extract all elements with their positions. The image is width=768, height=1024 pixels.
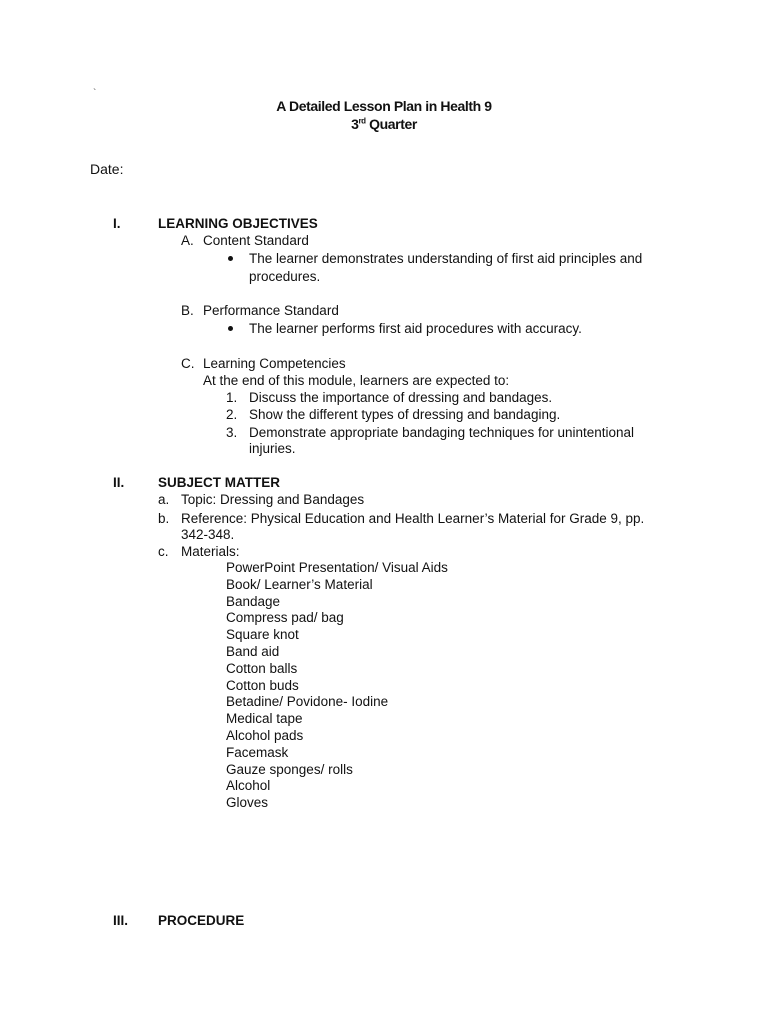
objective-b-label: B. (181, 303, 194, 318)
section-3-numeral: III. (113, 913, 129, 928)
list-item: Band aid (226, 643, 280, 659)
section-3-heading: PROCEDURE (158, 913, 245, 928)
learning-competencies-label: Learning Competencies (203, 356, 346, 371)
list-item: Compress pad/ bag (226, 610, 344, 626)
list-item: Alcohol pads (226, 727, 304, 743)
document-title: A Detailed Lesson Plan in Health 9 (276, 98, 492, 114)
list-item: PowerPoint Presentation/ Visual Aids (226, 560, 448, 575)
quarter-number: 3 (351, 116, 359, 132)
list-item: Medical tape (226, 711, 303, 727)
competency-1-number: 1. (226, 390, 238, 405)
content-standard-bullet: The learner demonstrates understanding of first aid principles and (249, 251, 643, 266)
content-standard-label: Content Standard (203, 233, 309, 248)
list-item: Book/ Learner’s Material (226, 576, 373, 592)
performance-standard-label: Performance Standard (203, 303, 339, 318)
competency-3: Demonstrate appropriate bandaging techniques for unintentional (249, 425, 635, 440)
performance-standard-bullet: The learner performs first aid procedures with accuracy. (249, 321, 582, 336)
list-item: Facemask (226, 744, 289, 760)
competency-1: Discuss the importance of dressing and bandages. (249, 390, 553, 405)
list-item: Bandage (226, 593, 281, 609)
subject-c-label: c. (158, 544, 169, 559)
objective-a-label: A. (181, 233, 194, 248)
competency-2: Show the different types of dressing and bandaging. (249, 407, 561, 422)
list-item: Alcohol (226, 778, 271, 794)
section-1-heading: LEARNING OBJECTIVES (158, 216, 318, 231)
list-item: Gloves (226, 795, 269, 811)
competency-2-number: 2. (226, 407, 238, 422)
competencies-intro: At the end of this module, learners are expected to: (203, 373, 510, 388)
reference-cont: 342-348. (181, 527, 235, 542)
list-item: Cotton balls (226, 660, 298, 676)
content-standard-bullet-cont: procedures. (249, 269, 321, 284)
quarter-suffix: rd (358, 116, 366, 126)
list-item: Gauze sponges/ rolls (226, 761, 353, 777)
materials-label: Materials: (181, 544, 240, 559)
list-item: Betadine/ Povidone- Iodine (226, 694, 389, 710)
topic: Topic: Dressing and Bandages (181, 492, 365, 507)
subject-b-label: b. (158, 511, 170, 526)
materials-list (226, 560, 448, 812)
list-item: Square knot (226, 627, 299, 643)
quarter-word: Quarter (365, 116, 417, 132)
competency-3-number: 3. (226, 425, 238, 440)
competency-3-cont: injuries. (249, 441, 296, 456)
section-1-numeral: I. (113, 216, 121, 231)
section-2-numeral: II. (113, 475, 125, 490)
section-2-heading: SUBJECT MATTER (158, 475, 281, 490)
reference: Reference: Physical Education and Health Learner’s Material for Grade 9, pp. (181, 511, 645, 526)
list-item: Cotton buds (226, 677, 299, 693)
date-label: Date: (90, 161, 124, 177)
subject-a-label: a. (158, 492, 170, 507)
stray-mark: ` (93, 88, 97, 99)
quarter-line (0, 116, 768, 133)
objective-c-label: C. (181, 356, 195, 371)
